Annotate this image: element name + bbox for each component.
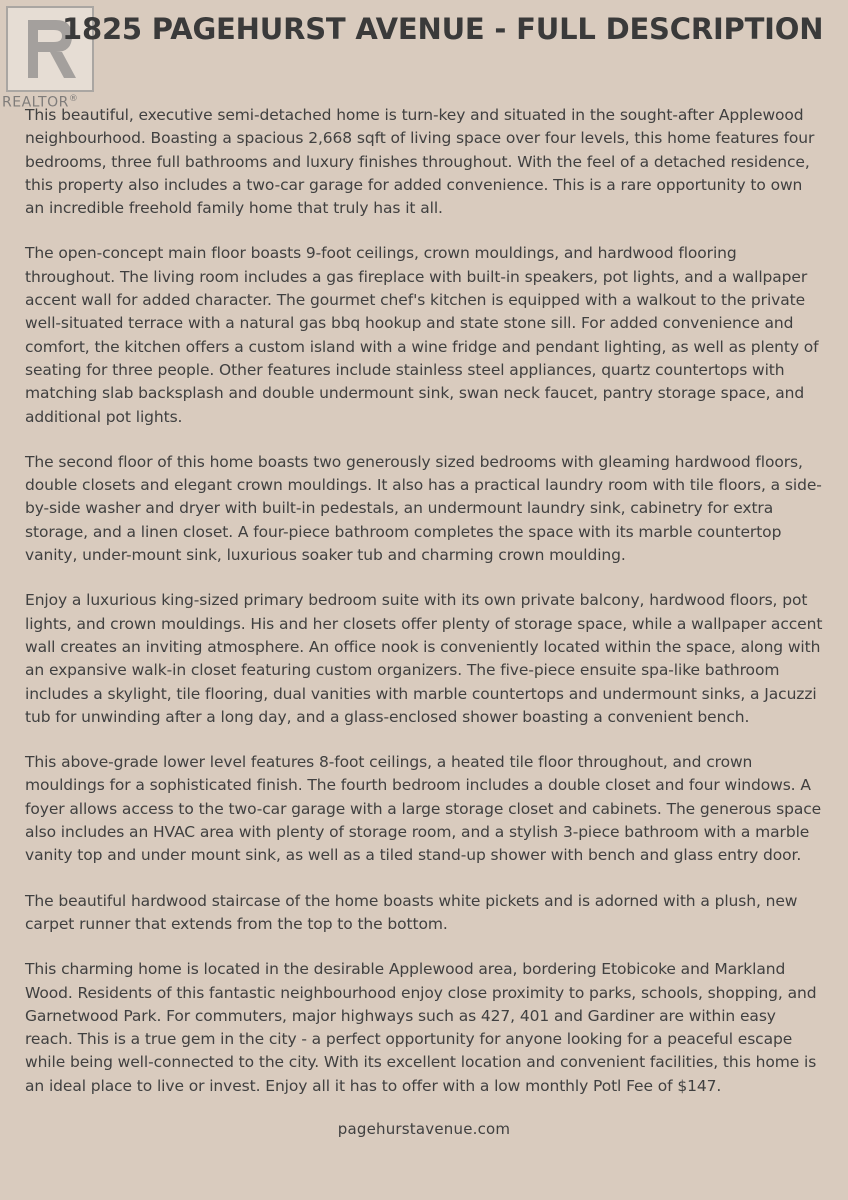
paragraph-lower-level: This above-grade lower level features 8-foot ceilings, a heated tile floor throughout, and crown mouldings for a sophisticated finish. The fourth bedroom includes a double closet and four windows. A foyer allows access to the two-car garage with a large storage closet and cabinets. The generous space also includes an HVAC area with plenty of storage room, and a stylish 3-piece bathroom with a marble vanity top and under mount sink, as well as a tiled stand-up shower with bench and glass entry door. [25, 753, 822, 865]
realtor-wordmark: REALTOR® [2, 94, 79, 111]
paragraph-intro: This beautiful, executive semi-detached home is turn-key and situated in the sought-after Applewood neighbourhood. Boasting a spacious 2,668 sqft of living space over four levels, this home features four bedrooms, three full bathrooms and luxury finishes throughout. With the feel of a detached residence, this property also includes a two-car garage for added convenience. This is a rare opportunity to own an incredible freehold family home that truly has it all. [25, 106, 815, 218]
paragraph-second-floor: The second floor of this home boasts two generously sized bedrooms with gleaming hardwood floors, double closets and elegant crown mouldings. It also has a practical laundry room with tile floors, a side-by-side washer and dryer with built-in pedestals, an undermount laundry sink, cabinetry for extra storage, and a linen closet. A four-piece bathroom completes the space with its marble countertop vanity, under-mount sink, luxurious soaker tub and charming crown moulding. [25, 452, 822, 565]
description-body [25, 104, 825, 1098]
page-title: 1825 PAGEHURST AVENUE - FULL DESCRIPTION [62, 12, 824, 46]
footer-url: pagehurstavenue.com [337, 1120, 511, 1138]
paragraph-main-floor: The open-concept main floor boasts 9-foot ceilings, crown mouldings, and hardwood flooring throughout. The living room includes a gas fireplace with built-in speakers, pot lights, and a wallpaper accent wall for added character. The gourmet chef's kitchen is equipped with a walkout to the private well-situated terrace with a natural gas bbq hookup and state stone sill. For added convenience and comfort, the kitchen offers a custom island with a wine fridge and pendant lighting, as well as plenty of seating for three people. Other features include stainless steel appliances, quartz countertops with matching slab backsplash and double undermount sink, swan neck faucet, pantry storage space, and additional pot lights. [25, 244, 819, 426]
paragraph-primary-suite: Enjoy a luxurious king-sized primary bedroom suite with its own private balcony, hardwood floors, pot lights, and crown mouldings. His and her closets offer plenty of storage space, while a wallpaper accent wall creates an inviting atmosphere. An office nook is conveniently located within the space, along with an expansive walk-in closet featuring custom organizers. The five-piece ensuite spa-like bathroom includes a skylight, tile flooring, dual vanities with marble countertops and undermount sinks, a Jacuzzi tub for unwinding after a long day, and a glass-enclosed shower boasting a convenient bench. [25, 591, 823, 726]
paragraph-location: This charming home is located in the desirable Applewood area, bordering Etobicoke and Markland Wood. Residents of this fantastic neighbourhood enjoy close proximity to parks, schools, shopping, and Garnetwood Park. For commuters, major highways such as 427, 401 and Gardiner are within easy reach. This is a true gem in the city - a perfect opportunity for anyone looking for a peaceful escape while being well-connected to the city. With its excellent location and convenient facilities, this home is an ideal place to live or invest. Enjoy all it has to offer with a low monthly Potl Fee of $147. [25, 960, 817, 1095]
paragraph-staircase: The beautiful hardwood staircase of the home boasts white pickets and is adorned with a plush, new carpet runner that extends from the top to the bottom. [25, 891, 798, 933]
